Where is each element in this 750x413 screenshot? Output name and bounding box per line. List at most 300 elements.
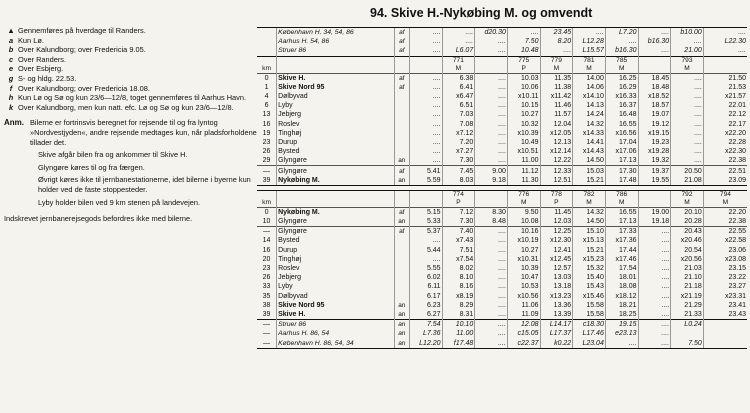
time-cell: 22.51	[703, 166, 747, 176]
time-cell: 6.41	[442, 83, 475, 92]
time-cell: ....	[409, 138, 442, 147]
time-cell: k0.22	[540, 338, 573, 347]
time-cell: 21.50	[703, 73, 747, 83]
legend-text: Over Esbjerg.	[18, 64, 64, 74]
baggage-note: Indskrevet jernbanerejsegods befordres ikke med bilerne.	[4, 214, 193, 224]
station-row	[257, 83, 747, 92]
station-cell	[277, 199, 395, 208]
station-row	[257, 255, 747, 264]
time-cell: ....	[409, 28, 442, 37]
time-cell: 14.50	[573, 156, 606, 166]
time-cell: 11.12	[507, 166, 540, 176]
time-cell: ....	[475, 147, 508, 156]
time-cell: ....	[638, 264, 671, 273]
train-number: 786	[605, 191, 638, 199]
train-number	[409, 191, 442, 199]
connection-row	[257, 338, 747, 347]
time-cell: 6.17	[409, 292, 442, 301]
time-cell: 7.20	[442, 138, 475, 147]
time-cell: 22.17	[703, 120, 747, 129]
time-cell: 18.25	[605, 310, 638, 320]
time-cell: b16.30	[605, 46, 638, 56]
timetable	[257, 27, 747, 349]
time-cell: 21.10	[671, 273, 704, 282]
train-type: P	[442, 199, 475, 208]
station-cell: Bysted	[277, 147, 395, 156]
km-cell: 13	[262, 111, 271, 119]
time-cell: ....	[475, 320, 508, 330]
time-cell: ....	[475, 292, 508, 301]
arr-dep-cell: af	[394, 166, 409, 176]
legend-symbol: e	[8, 64, 14, 74]
station-cell: Glyngøre	[277, 217, 395, 227]
time-cell: x23.31	[703, 292, 747, 301]
arr-dep-cell: an	[394, 217, 409, 227]
train-type	[475, 65, 508, 74]
train-number: 779	[540, 56, 573, 65]
time-cell: 8.48	[475, 217, 508, 227]
time-cell: 10.16	[507, 227, 540, 237]
time-cell: 7.12	[442, 207, 475, 217]
km-cell: 38	[262, 301, 271, 309]
legend-symbol: h	[8, 93, 14, 103]
time-cell: 19.37	[638, 166, 671, 176]
legend-text: Over Kalundborg; over Fredericia 9.05.	[18, 45, 146, 55]
station-row	[257, 227, 747, 237]
km-cell: 16	[262, 246, 271, 254]
time-cell: x22.20	[703, 129, 747, 138]
station-cell: Jebjerg	[277, 273, 395, 282]
time-cell: ....	[409, 255, 442, 264]
time-cell: 23.22	[703, 273, 747, 282]
time-cell: ....	[475, 156, 508, 166]
train-number-row	[257, 56, 747, 65]
notes-column	[4, 26, 259, 224]
time-cell: ....	[703, 46, 747, 56]
time-cell: 15.10	[573, 227, 606, 237]
time-cell: 10.49	[507, 138, 540, 147]
time-cell: x12.30	[540, 236, 573, 245]
train-number	[703, 56, 747, 65]
time-cell: x15.46	[573, 292, 606, 301]
train-type: M	[671, 199, 704, 208]
time-cell: 7.50	[507, 37, 540, 46]
train-number	[638, 191, 671, 199]
time-cell: b10.00	[671, 28, 704, 37]
station-row	[257, 156, 747, 166]
time-cell: ....	[638, 273, 671, 282]
time-cell: ....	[409, 37, 442, 46]
train-type: M	[540, 65, 573, 74]
train-type: M	[605, 65, 638, 74]
train-number: 774	[442, 191, 475, 199]
time-cell: 21.18	[671, 282, 704, 291]
legend-text: Over Kalundborg; over Fredericia 18.08.	[18, 83, 150, 93]
arr-dep-cell	[394, 65, 409, 74]
station-cell: Skive H.	[277, 310, 395, 320]
time-cell: ....	[409, 129, 442, 138]
time-cell: x15.23	[573, 255, 606, 264]
km-cell: 19	[262, 129, 271, 137]
legend-symbol: b	[8, 45, 14, 55]
time-cell: 23.15	[703, 264, 747, 273]
km-header: km	[262, 64, 271, 72]
time-cell: ....	[409, 110, 442, 119]
time-cell: 6.27	[409, 310, 442, 320]
train-number: 771	[442, 56, 475, 65]
time-cell: ....	[638, 282, 671, 291]
legend-symbol: c	[8, 54, 14, 64]
legend-text: Over Randers.	[18, 54, 67, 64]
time-cell: 11.00	[442, 329, 475, 338]
time-cell: ....	[605, 37, 638, 46]
time-cell: x7.12	[442, 129, 475, 138]
km-cell: —	[257, 166, 277, 176]
train-type: M	[703, 199, 747, 208]
time-cell: ....	[475, 138, 508, 147]
arr-dep-cell	[394, 199, 409, 208]
time-cell: 10.03	[507, 73, 540, 83]
time-cell: 12.41	[540, 246, 573, 255]
station-cell: København H. 86, 54, 34	[277, 338, 395, 347]
arr-dep-cell: an	[394, 320, 409, 330]
time-cell: x17.36	[605, 236, 638, 245]
time-cell: x17.06	[605, 147, 638, 156]
time-cell: x10.39	[507, 129, 540, 138]
time-cell: 23.09	[703, 176, 747, 185]
time-cell: 12.22	[540, 156, 573, 166]
time-cell: L7.20	[605, 28, 638, 37]
time-cell: 16.25	[605, 73, 638, 83]
km-cell: 23	[262, 138, 271, 146]
train-type	[409, 65, 442, 74]
arr-dep-cell	[394, 246, 409, 255]
station-row	[257, 138, 747, 147]
time-cell: ....	[475, 227, 508, 237]
time-cell: 22.28	[703, 138, 747, 147]
time-cell: ....	[475, 338, 508, 347]
time-cell: ....	[475, 92, 508, 101]
connection-row	[257, 28, 747, 37]
time-cell: c22.37	[507, 338, 540, 347]
time-cell: 9.00	[475, 166, 508, 176]
km-cell	[257, 37, 277, 46]
connection-row	[257, 46, 747, 56]
time-cell: 18.45	[638, 73, 671, 83]
time-cell: 18.57	[638, 101, 671, 110]
time-cell: 22.20	[703, 207, 747, 217]
train-type	[638, 65, 671, 74]
time-cell: 16.48	[605, 110, 638, 119]
time-cell: ....	[540, 46, 573, 56]
time-cell: 8.20	[540, 37, 573, 46]
time-cell: 15.58	[573, 301, 606, 310]
time-cell: 12.04	[540, 120, 573, 129]
time-cell: ....	[638, 255, 671, 264]
time-cell: 16.29	[605, 83, 638, 92]
time-cell: L7.36	[409, 329, 442, 338]
station-cell: Durup	[277, 246, 395, 255]
time-cell: 8.30	[475, 207, 508, 217]
station-cell: Jebjerg	[277, 110, 395, 119]
time-cell: x15.13	[573, 236, 606, 245]
legend-item	[4, 26, 259, 36]
time-cell: ....	[409, 92, 442, 101]
arr-dep-cell: af	[394, 227, 409, 237]
time-cell: 19.32	[638, 156, 671, 166]
time-cell: ....	[671, 83, 704, 92]
arr-dep-cell	[394, 191, 409, 199]
train-number: 782	[573, 191, 606, 199]
station-cell: Struer 86	[277, 46, 395, 56]
time-cell: 11.57	[540, 110, 573, 119]
station-row	[257, 292, 747, 301]
time-cell: ....	[475, 73, 508, 83]
time-cell: x14.33	[573, 129, 606, 138]
time-cell: 21.29	[671, 301, 704, 310]
time-cell: ....	[409, 46, 442, 56]
km-cell: 4	[264, 93, 269, 101]
time-cell: 8.16	[442, 282, 475, 291]
time-cell: L12.20	[409, 338, 442, 347]
time-cell: 6.51	[442, 101, 475, 110]
time-cell: 16.55	[605, 120, 638, 129]
time-cell: 10.27	[507, 110, 540, 119]
arr-dep-cell	[394, 236, 409, 245]
time-cell: 10.53	[507, 282, 540, 291]
time-cell: 10.10	[442, 320, 475, 330]
time-cell: ....	[409, 147, 442, 156]
time-cell: x10.31	[507, 255, 540, 264]
time-cell: ....	[638, 236, 671, 245]
arr-dep-cell	[394, 129, 409, 138]
time-cell: ....	[671, 73, 704, 83]
time-cell: 19.15	[605, 320, 638, 330]
arr-dep-cell: an	[394, 338, 409, 347]
time-cell: x11.42	[540, 92, 573, 101]
remark-3: Glyngøre køres til og fra færgen.	[38, 162, 145, 172]
table-direction-1	[257, 27, 747, 186]
legend-item	[4, 64, 259, 74]
km-cell: 14	[262, 237, 271, 245]
km-cell: 39	[262, 310, 271, 318]
time-cell: 15.40	[573, 273, 606, 282]
train-type-row	[257, 65, 747, 74]
time-cell: 20.28	[671, 217, 704, 227]
time-cell: ....	[475, 273, 508, 282]
time-cell: ....	[475, 282, 508, 291]
time-cell: 11.46	[540, 101, 573, 110]
time-cell: 13.03	[540, 273, 573, 282]
time-cell: 19.23	[638, 138, 671, 147]
time-cell: 22.12	[703, 110, 747, 119]
time-cell: ....	[671, 138, 704, 147]
arr-dep-cell	[394, 264, 409, 273]
time-cell: 19.18	[638, 217, 671, 227]
km-cell: 39	[262, 176, 271, 184]
train-type-row	[257, 199, 747, 208]
km-cell: 35	[262, 292, 271, 300]
remark-2: Skive afgår bilen fra og ankommer til Skive H.	[38, 150, 188, 160]
time-cell: ....	[671, 156, 704, 166]
time-cell: ....	[409, 120, 442, 129]
train-number: 775	[507, 56, 540, 65]
station-row	[257, 101, 747, 110]
station-row	[257, 282, 747, 291]
time-cell: 17.13	[605, 217, 638, 227]
time-cell: L14.17	[540, 320, 573, 330]
time-cell: 13.36	[540, 301, 573, 310]
time-cell: ....	[638, 310, 671, 320]
legend-text: Kun Lø.	[18, 35, 44, 45]
station-cell: København H. 34, 54, 86	[277, 28, 395, 37]
time-cell: 15.58	[573, 310, 606, 320]
time-cell: x20.46	[671, 236, 704, 245]
km-cell: —	[263, 330, 271, 338]
arr-dep-cell: af	[394, 28, 409, 37]
arr-dep-cell	[394, 110, 409, 119]
time-cell: x10.51	[507, 147, 540, 156]
station-row	[257, 166, 747, 176]
legend-text: Over Kalundborg, men kun natt. efc. Lø og Sø og kun 23/6—12/8.	[18, 102, 234, 112]
time-cell: 14.50	[573, 217, 606, 227]
train-number	[638, 56, 671, 65]
train-number-row	[257, 191, 747, 199]
time-cell: x7.54	[442, 255, 475, 264]
km-cell: 20	[262, 255, 271, 263]
time-cell: ....	[475, 46, 508, 56]
time-cell: ....	[671, 101, 704, 110]
time-cell: ....	[605, 338, 638, 347]
station-row	[257, 217, 747, 227]
time-cell: x19.28	[638, 147, 671, 156]
time-cell: ....	[475, 101, 508, 110]
train-number: 793	[671, 56, 704, 65]
time-cell: 22.38	[703, 217, 747, 227]
legend-symbol: ▲	[7, 26, 15, 35]
time-cell: 15.32	[573, 264, 606, 273]
time-cell: 11.06	[507, 301, 540, 310]
time-cell: 23.27	[703, 282, 747, 291]
time-cell: 5.33	[409, 217, 442, 227]
time-cell: L17.46	[573, 329, 606, 338]
time-cell: 11.35	[540, 73, 573, 83]
station-cell: Skive Nord 95	[277, 83, 395, 92]
time-cell: 14.41	[573, 138, 606, 147]
arr-dep-cell	[394, 255, 409, 264]
time-cell: 11.09	[507, 310, 540, 320]
station-row	[257, 207, 747, 217]
time-cell: ....	[475, 301, 508, 310]
time-cell: ....	[475, 129, 508, 138]
arr-dep-cell: an	[394, 301, 409, 310]
time-cell: 23.43	[703, 310, 747, 320]
station-row	[257, 73, 747, 83]
km-cell: 16	[262, 120, 271, 128]
time-cell: 21.53	[703, 83, 747, 92]
time-cell: ....	[409, 236, 442, 245]
km-cell: 6	[264, 102, 269, 110]
time-cell: f17.48	[442, 338, 475, 347]
time-cell: 18.01	[605, 273, 638, 282]
train-number: 781	[573, 56, 606, 65]
time-cell: x7.43	[442, 236, 475, 245]
time-cell: ....	[409, 83, 442, 92]
time-cell: x23.08	[703, 255, 747, 264]
arr-dep-cell	[394, 147, 409, 156]
km-cell: 26	[262, 274, 271, 282]
km-cell	[257, 191, 277, 199]
time-cell: x14.43	[573, 147, 606, 156]
time-cell: 15.03	[573, 166, 606, 176]
time-cell: 9.50	[507, 207, 540, 217]
time-cell: b16.30	[638, 37, 671, 46]
station-cell: Tinghøj	[277, 129, 395, 138]
time-cell: 12.08	[507, 320, 540, 330]
time-cell: ....	[475, 120, 508, 129]
timetable-return	[257, 191, 747, 348]
time-cell: x16.33	[605, 92, 638, 101]
time-cell: 6.38	[442, 73, 475, 83]
time-cell: 12.51	[540, 176, 573, 185]
time-cell: 12.25	[540, 227, 573, 237]
time-cell: 8.02	[442, 264, 475, 273]
time-cell: ....	[475, 329, 508, 338]
time-cell: 19.07	[638, 110, 671, 119]
arr-dep-cell: af	[394, 83, 409, 92]
remark-1: Bilerne er fortrinsvis beregnet for rejsende til og fra lyntog »Nordvestjyden«, andre rejsende medtages kun, når pladsforholdene tillader det.	[30, 118, 257, 147]
time-cell: 12.13	[540, 138, 573, 147]
train-number: 785	[605, 56, 638, 65]
station-cell: Bysted	[277, 236, 395, 245]
train-type	[409, 199, 442, 208]
connection-row	[257, 37, 747, 46]
legend-symbol: f	[9, 83, 13, 93]
time-cell: x13.23	[540, 292, 573, 301]
arr-dep-cell	[394, 138, 409, 147]
time-cell: ....	[638, 292, 671, 301]
time-cell: 21.33	[671, 310, 704, 320]
arr-dep-cell: an	[394, 156, 409, 166]
time-cell: 19.55	[638, 176, 671, 185]
time-cell: ....	[475, 264, 508, 273]
time-cell: c18.30	[573, 320, 606, 330]
time-cell	[671, 329, 704, 338]
time-cell: x14.10	[573, 92, 606, 101]
page-title: 94. Skive H.-Nykøbing M. og omvendt	[370, 6, 593, 20]
time-cell: 7.30	[442, 217, 475, 227]
time-cell: 18.48	[638, 83, 671, 92]
station-row	[257, 176, 747, 185]
time-cell: 10.15	[507, 101, 540, 110]
time-cell: 7.40	[442, 227, 475, 237]
time-cell: 5.55	[409, 264, 442, 273]
connection-row	[257, 329, 747, 338]
time-cell: 14.13	[573, 101, 606, 110]
time-cell: 17.13	[605, 156, 638, 166]
time-cell: ....	[409, 101, 442, 110]
legend-item	[4, 84, 259, 94]
time-cell: x21.19	[671, 292, 704, 301]
time-cell: 17.33	[605, 227, 638, 237]
station-row	[257, 310, 747, 320]
time-cell: ....	[671, 37, 704, 46]
legend-item	[4, 93, 259, 103]
legend-item	[4, 103, 259, 113]
time-cell: L22.30	[703, 37, 747, 46]
train-type	[703, 65, 747, 74]
station-cell: Dølbyvad	[277, 292, 395, 301]
